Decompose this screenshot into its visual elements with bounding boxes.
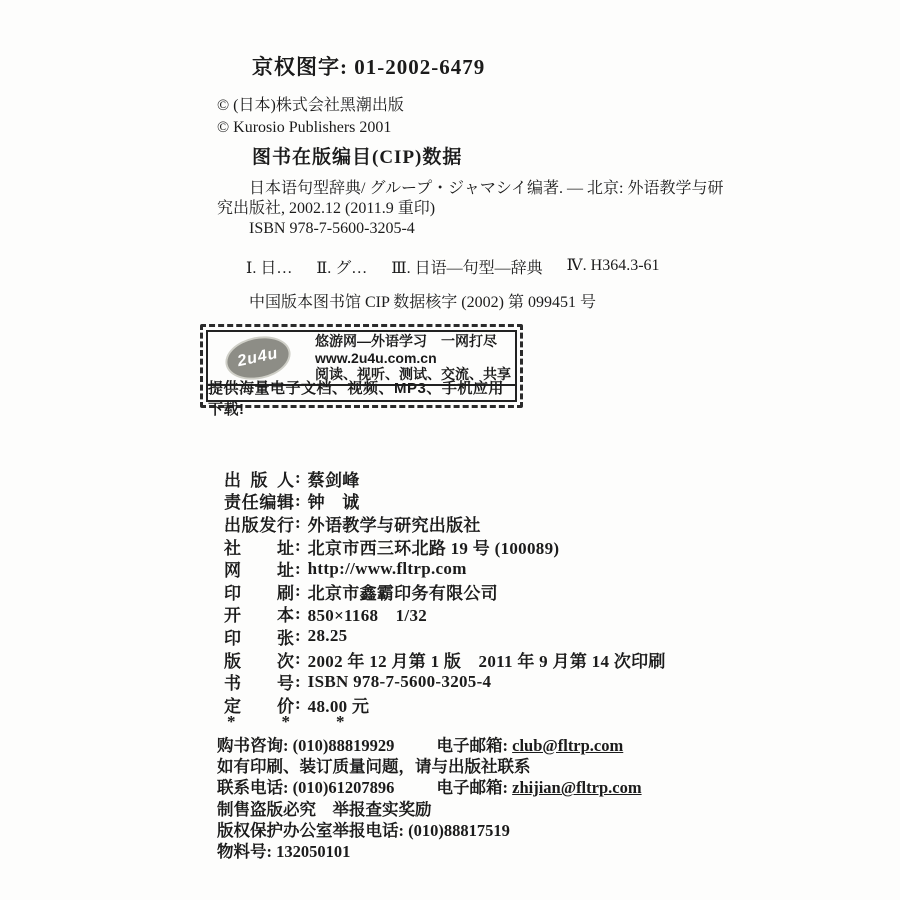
material-number-line [217, 841, 642, 862]
email-label: 电子邮箱: [436, 778, 508, 798]
publication-row [224, 490, 666, 513]
2u4u-logo-icon: 2u4u [221, 330, 294, 385]
publication-row [224, 580, 666, 603]
purchase-line [217, 735, 642, 756]
report-line [217, 820, 642, 841]
cip-classification [246, 255, 660, 278]
publication-value: 48.00 元 [307, 696, 370, 716]
publication-row [224, 557, 666, 580]
publication-row [224, 467, 666, 490]
piracy-notice: 制售盗版必究 举报查实奖励 [217, 799, 432, 819]
publication-value: 850×1168 1/32 [307, 606, 428, 626]
publication-label: 出版发行 [224, 515, 294, 535]
cip-class-segment: Ⅳ. H364.3-61 [566, 257, 660, 274]
cip-record-number: 中国版本图书馆 CIP 数据核字 (2002) 第 099451 号 [249, 294, 596, 311]
email-label: 电子邮箱: [436, 736, 508, 755]
publication-label: 出版人 [224, 470, 294, 490]
publication-label: 网址 [224, 561, 294, 581]
promo-banner: 提供海量电子文档、视频、MP3、手机应用下载! [208, 379, 504, 418]
label-colon: : [295, 468, 301, 488]
quality-email: zhijian@fltrp.com [512, 778, 642, 798]
purchase-email: club@fltrp.com [512, 736, 624, 755]
cip-class-segment: Ⅰ. 日… [246, 260, 293, 277]
cip-class-segment: Ⅲ. 日语—句型—辞典 [391, 260, 543, 277]
promo-slogan: 悠游网—外语学习 一网打尽 [315, 333, 497, 349]
purchase-label: 购书咨询: [217, 736, 289, 755]
publication-value: ISBN 978-7-5600-3205-4 [307, 671, 492, 691]
publication-value: 北京市鑫霸印务有限公司 [307, 583, 498, 603]
star-glyph: * [336, 712, 345, 731]
publication-value: http://www.fltrp.com [307, 558, 467, 578]
label-colon: : [295, 671, 301, 691]
label-colon: : [295, 626, 301, 646]
cip-class-segment: Ⅱ. グ… [316, 260, 368, 277]
publication-row [224, 625, 666, 648]
material-label: 物料号: [217, 842, 272, 862]
publication-label: 印张 [224, 628, 294, 648]
publication-label: 版次 [224, 651, 294, 671]
contact-block [217, 735, 642, 862]
registration-number: 京权图字: 01-2002-6479 [252, 55, 486, 79]
label-colon: : [295, 649, 301, 669]
quality-note: 如有印刷、装订质量问题，请与出版社联系 [217, 757, 531, 777]
publication-label: 印刷 [224, 583, 294, 603]
contact-line [217, 777, 642, 798]
promo-stamp-box [200, 324, 523, 418]
contact-phone: (010)61207896 [292, 778, 395, 798]
label-colon: : [295, 694, 301, 714]
copyright-line-english: © Kurosio Publishers 2001 [217, 118, 392, 136]
cip-heading: 图书在版编目(CIP)数据 [252, 147, 463, 168]
report-phone: (010)88817519 [408, 820, 510, 840]
label-colon: : [295, 558, 301, 578]
publication-value: 北京市西三环北路 19 号 (100089) [307, 538, 560, 558]
label-colon: : [295, 513, 301, 533]
label-colon: : [295, 603, 301, 623]
star-glyph: * [227, 712, 236, 731]
publication-row [224, 670, 666, 693]
promo-inner-frame [206, 330, 517, 418]
publication-value: 蔡剑峰 [307, 470, 360, 490]
publication-label: 责任编辑 [224, 493, 294, 513]
publication-value: 28.25 [307, 626, 348, 646]
cip-line: 日本语句型辞典/ グループ・ジャマシイ编著. — 北京: 外语教学与研 [249, 180, 724, 197]
publication-row [224, 512, 666, 535]
publication-label: 社址 [224, 538, 294, 558]
publication-row [224, 648, 666, 671]
promo-features: 阅读、视听、测试、交流、共享 [315, 366, 511, 382]
contact-label: 联系电话: [217, 778, 289, 798]
label-colon: : [295, 536, 301, 556]
star-glyph: * [281, 712, 290, 731]
publication-value: 2002 年 12 月第 1 版 2011 年 9 月第 14 次印刷 [307, 651, 666, 671]
material-number: 132050101 [276, 842, 351, 862]
publication-info-list [224, 467, 666, 716]
publication-value: 外语教学与研究出版社 [307, 515, 481, 535]
publication-row [224, 603, 666, 626]
label-colon: : [295, 581, 301, 601]
report-label: 版权保护办公室举报电话: [217, 820, 404, 840]
cip-description [217, 179, 777, 239]
copyright-line-japanese: © (日本)株式会社黑潮出版 [217, 97, 404, 114]
publication-label: 书号 [224, 674, 294, 694]
publication-value: 钟 诚 [307, 493, 360, 513]
publication-row [224, 535, 666, 558]
cip-line-isbn: ISBN 978-7-5600-3205-4 [249, 220, 415, 237]
publication-label: 开本 [224, 606, 294, 626]
promo-text-block [315, 333, 511, 383]
promo-url: www.2u4u.com.cn [315, 349, 437, 366]
stars-separator [227, 712, 345, 732]
purchase-phone: (010)88819929 [292, 736, 395, 755]
cip-line: 究出版社, 2002.12 (2011.9 重印) [217, 200, 436, 217]
label-colon: : [295, 490, 301, 510]
copyright-block [217, 95, 404, 138]
publication-label: 定价 [224, 696, 294, 716]
